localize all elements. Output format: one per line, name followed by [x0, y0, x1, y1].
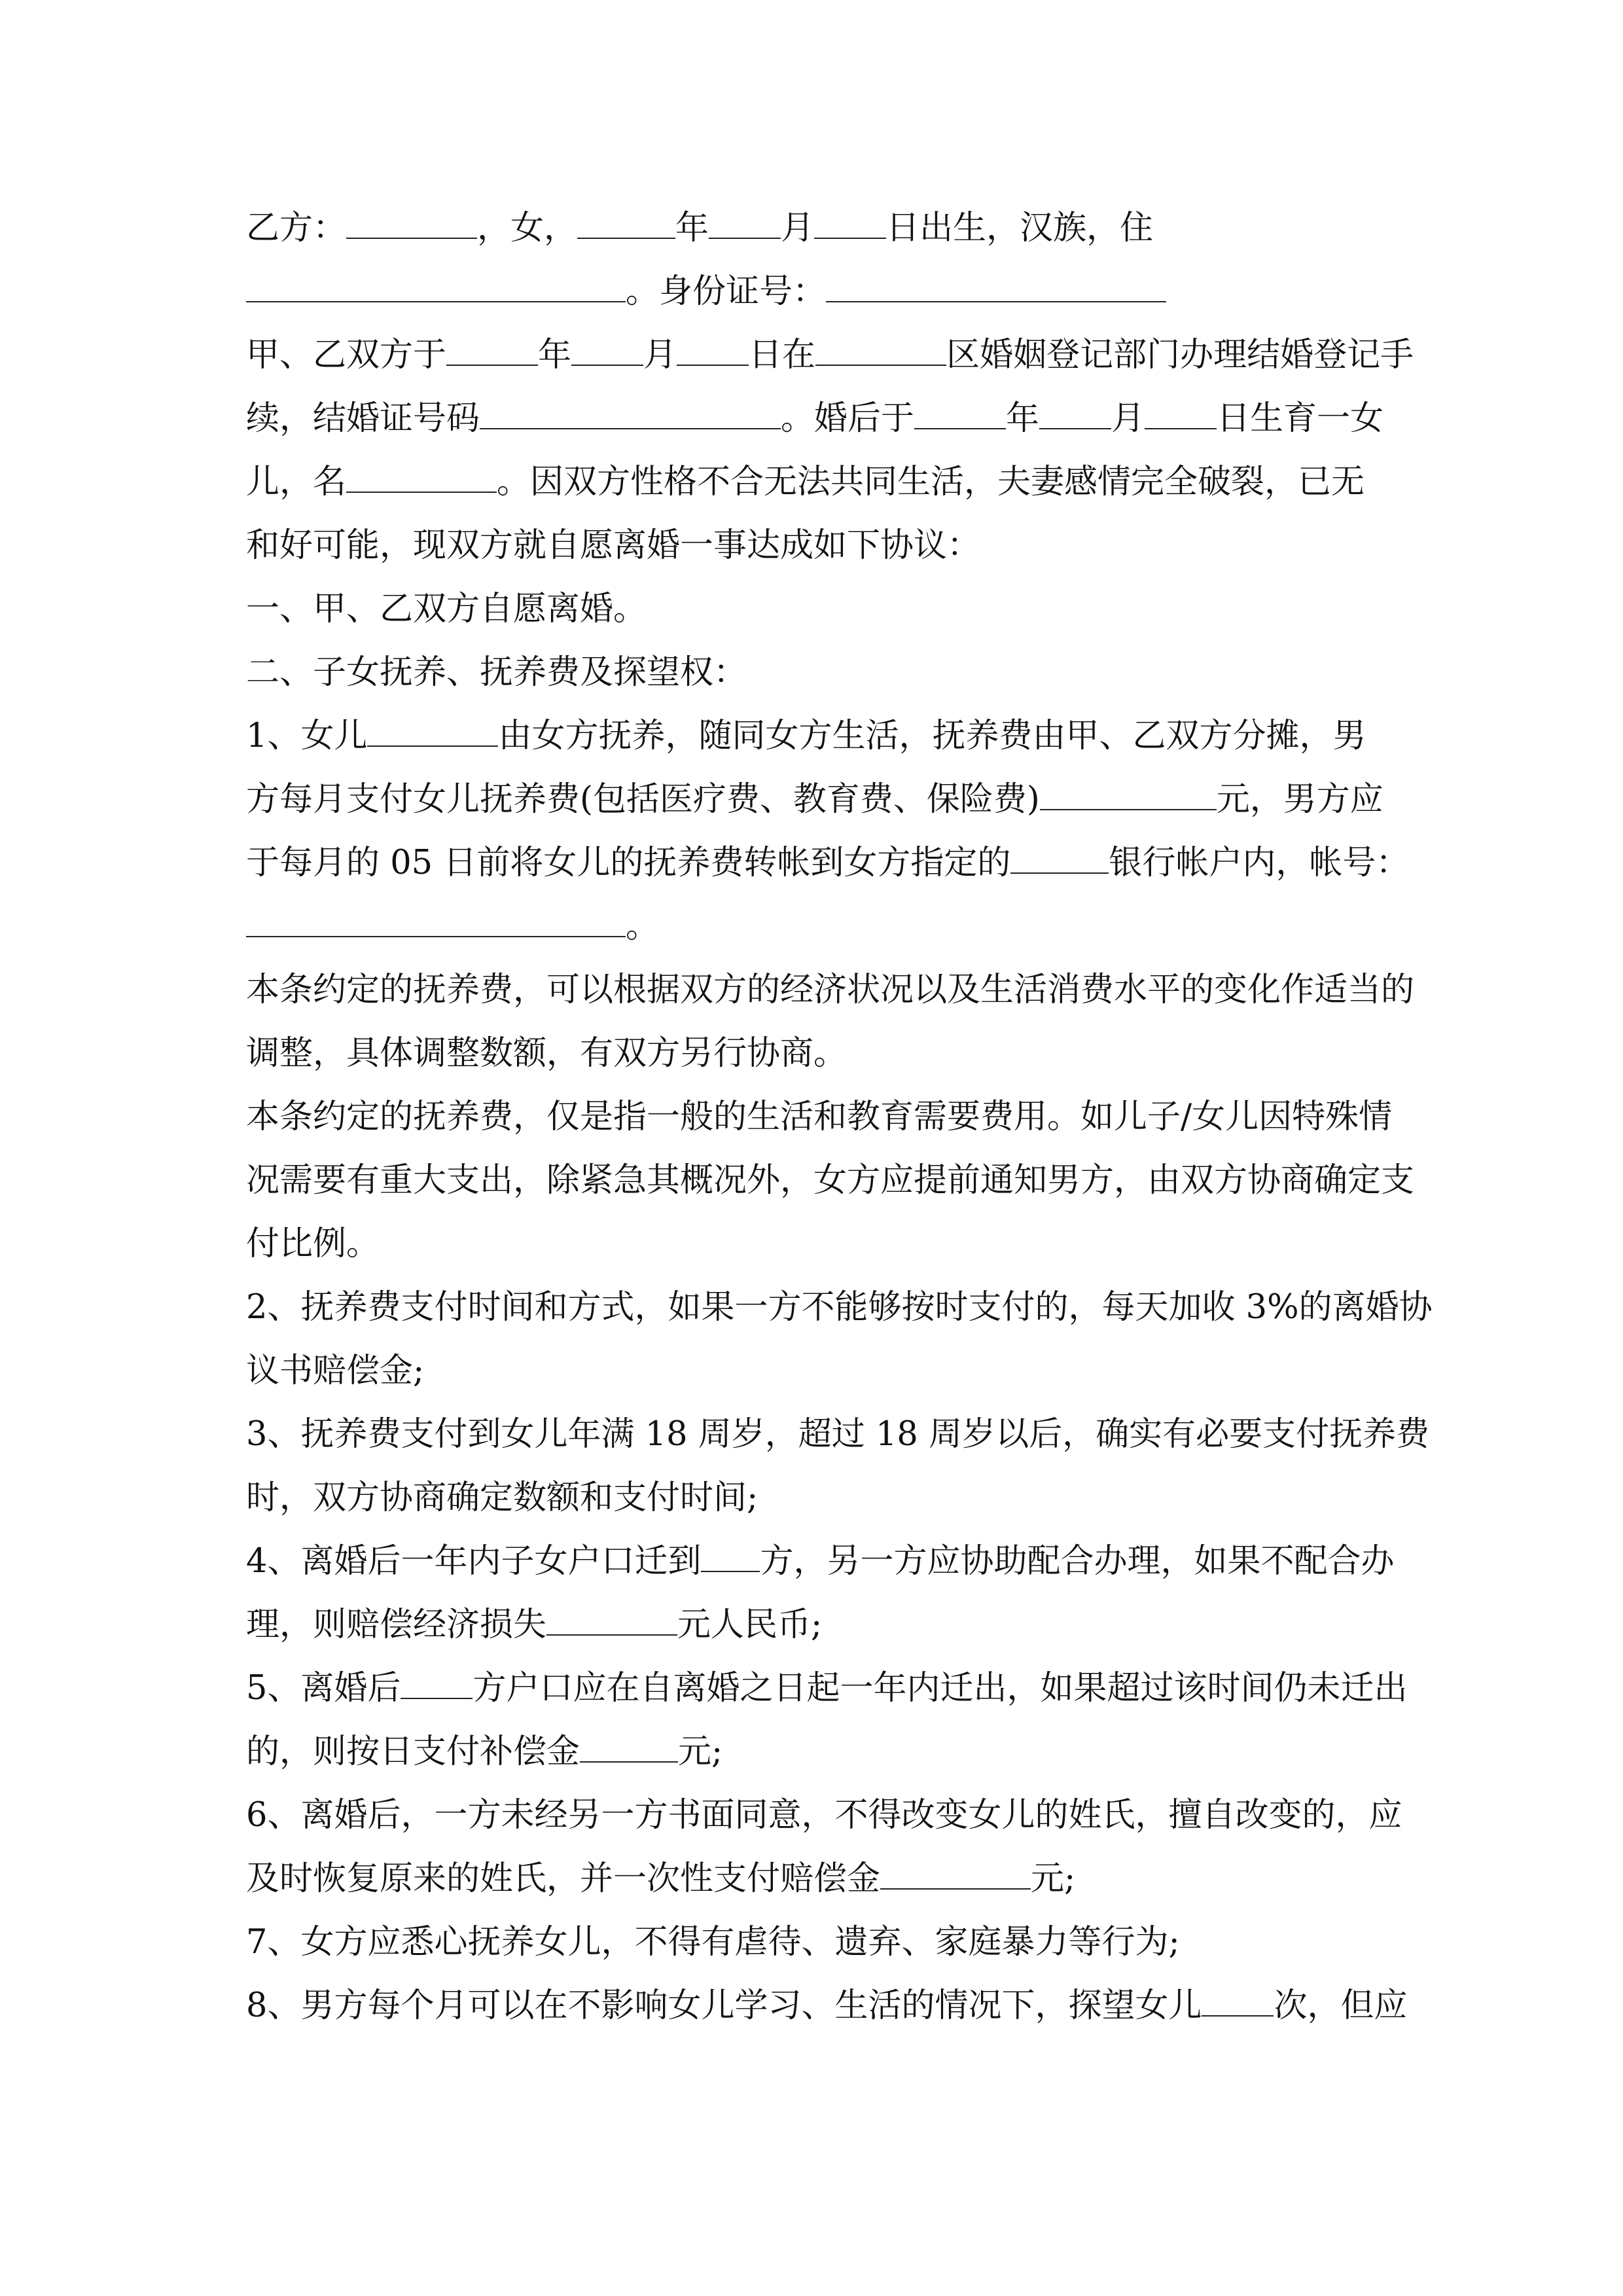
- marriage-day-blank[interactable]: [677, 338, 749, 366]
- day-label: 日在: [749, 336, 816, 374]
- item-6-line-1: [246, 1784, 1402, 1847]
- birth-day-blank[interactable]: [814, 211, 886, 239]
- month-label: 月: [643, 336, 677, 374]
- marriage-line-4: [246, 514, 1378, 577]
- account-number-blank[interactable]: [246, 910, 626, 937]
- registry-text: 区婚姻登记部门办理结婚登记手: [946, 336, 1414, 374]
- item-2-text: 议书赔偿金;: [246, 1352, 425, 1390]
- item-4-text: 方，另一方应协助配合办理，如果不配合办: [760, 1542, 1395, 1581]
- item-3-line-2: [246, 1466, 1378, 1530]
- year-label: 年: [1006, 399, 1040, 438]
- item-7-line-1: [246, 1910, 1378, 1974]
- month-label: 月: [781, 209, 815, 247]
- id-number-label: 。身份证号：: [626, 272, 827, 311]
- note-2-text: 本条约定的抚养费，仅是指一般的生活和教育需要费用。如儿子/女儿因特殊情: [246, 1098, 1393, 1136]
- child-month-blank[interactable]: [1039, 402, 1111, 429]
- item-1-line-1: [246, 704, 1378, 768]
- rmb-text: 元人民币;: [677, 1605, 823, 1644]
- certificate-label: 续，结婚证号码: [246, 399, 480, 438]
- gender-text: ，女，: [477, 209, 578, 247]
- marriage-line-3: [246, 450, 1378, 514]
- item-2-line-1: [246, 1276, 1433, 1339]
- child-name-label: 儿，名: [246, 463, 347, 501]
- item-4-line-2: [246, 1593, 1378, 1657]
- name-change-compensation-blank[interactable]: [880, 1862, 1031, 1890]
- item-1-line-4: [246, 895, 1378, 958]
- item-3-text: 3、抚养费支付到女儿年满 18 周岁，超过 18 周岁以后，确实有必要支付抚养费: [246, 1415, 1430, 1454]
- clause-2: [246, 641, 1378, 704]
- agreement-body: [246, 196, 1433, 2037]
- item-8-text: 8、男方每个月可以在不影响女儿学习、生活的情况下，探望女儿: [246, 1986, 1202, 2025]
- period-text: 。: [626, 907, 660, 946]
- note-2-line-2: [246, 1149, 1415, 1212]
- agreement-intro: 和好可能，现双方就自愿离婚一事达成如下协议：: [246, 526, 981, 565]
- party-b-label: 乙方：: [246, 209, 347, 247]
- item-6-text: 6、离婚后，一方未经另一方书面同意，不得改变女儿的姓氏，擅自改变的，应: [246, 1796, 1402, 1835]
- daily-compensation-blank[interactable]: [580, 1735, 678, 1763]
- note-1-line-1: [246, 958, 1415, 1022]
- clause-2-text: 二、子女抚养、抚养费及探望权：: [246, 653, 747, 692]
- moving-party-blank[interactable]: [401, 1672, 473, 1699]
- year-label: 年: [675, 209, 709, 247]
- item-5-text: 方户口应在自离婚之日起一年内迁出，如果超过该时间仍未迁出: [473, 1669, 1408, 1708]
- note-2-line-1: [246, 1085, 1393, 1149]
- item-7-text: 7、女方应悉心抚养女儿，不得有虐待、遗弃、家庭暴力等行为;: [246, 1923, 1180, 1962]
- birth-month-blank[interactable]: [709, 211, 781, 239]
- month-label: 月: [1111, 399, 1145, 438]
- household-party-blank[interactable]: [701, 1545, 760, 1572]
- child-name-blank[interactable]: [346, 465, 497, 493]
- visit-count-blank[interactable]: [1202, 1989, 1274, 2017]
- item-5-text: 5、离婚后: [246, 1669, 401, 1708]
- note-2-text: 付比例。: [246, 1225, 380, 1263]
- compensation-blank[interactable]: [546, 1608, 677, 1636]
- item-4-line-1: [246, 1530, 1395, 1593]
- birth-year-blank[interactable]: [577, 211, 675, 239]
- item-5-text: 的，则按日支付补偿金: [246, 1732, 580, 1771]
- reason-text: 。因双方性格不合无法共同生活，夫妻感情完全破裂，已无: [497, 463, 1365, 501]
- certificate-blank[interactable]: [480, 402, 781, 429]
- bank-blank[interactable]: [1010, 846, 1109, 874]
- item-1-text: 由女方抚养，随同女方生活，抚养费由甲、乙双方分摊，男: [498, 717, 1366, 755]
- clause-1: [246, 577, 1378, 641]
- marriage-month-blank[interactable]: [571, 338, 643, 366]
- marriage-line-1: [246, 323, 1414, 387]
- item-3-line-1: [246, 1403, 1430, 1466]
- after-text: 。婚后于: [781, 399, 915, 438]
- note-1-line-2: [246, 1022, 1378, 1085]
- yuan-text: 元，男方应: [1216, 780, 1383, 819]
- item-6-line-2: [246, 1847, 1378, 1910]
- id-number-blank[interactable]: [826, 275, 1166, 302]
- daughter-name-blank[interactable]: [367, 719, 498, 747]
- item-6-text: 及时恢复原来的姓氏，并一次性支付赔偿金: [246, 1859, 881, 1898]
- item-2-line-2: [246, 1339, 1378, 1403]
- marriage-text: 甲、乙双方于: [246, 336, 447, 374]
- marriage-year-blank[interactable]: [446, 338, 538, 366]
- item-1-label: 1、女儿: [246, 717, 368, 755]
- item-8-text: 次，但应: [1274, 1986, 1408, 2025]
- note-2-text: 况需要有重大支出，除紧急其概况外，女方应提前通知男方，由双方协商确定支: [246, 1161, 1415, 1200]
- item-5-line-2: [246, 1720, 1378, 1784]
- note-2-line-3: [246, 1212, 1378, 1276]
- transfer-text: 于每月的 05 日前将女儿的抚养费转帐到女方指定的: [246, 844, 1011, 882]
- marriage-line-2: [246, 387, 1384, 450]
- registry-blank[interactable]: [815, 338, 946, 366]
- year-label: 年: [538, 336, 572, 374]
- clause-1-text: 一、甲、乙双方自愿离婚。: [246, 590, 647, 628]
- birth-text: 日出生，汉族，住: [886, 209, 1154, 247]
- yuan-text: 元;: [678, 1732, 723, 1771]
- note-1-text: 调整，具体调整数额，有双方另行协商。: [246, 1034, 847, 1073]
- address-blank[interactable]: [246, 275, 626, 302]
- note-1-text: 本条约定的抚养费，可以根据双方的经济状况以及生活消费水平的变化作适当的: [246, 971, 1415, 1009]
- child-year-blank[interactable]: [914, 402, 1006, 429]
- item-1-line-3: [246, 831, 1410, 895]
- born-text: 日生育一女: [1217, 399, 1384, 438]
- item-8-line-1: [246, 1974, 1408, 2037]
- party-b-name-blank[interactable]: [346, 211, 477, 239]
- yuan-text: 元;: [1031, 1859, 1076, 1898]
- item-4-text: 4、离婚后一年内子女户口迁到: [246, 1542, 702, 1581]
- item-1-line-2: [246, 768, 1383, 831]
- party-b-line: [246, 196, 1378, 260]
- account-label: 银行帐户内，帐号：: [1109, 844, 1410, 882]
- support-fee-blank[interactable]: [1040, 783, 1217, 810]
- item-4-text: 理，则赔偿经济损失: [246, 1605, 547, 1644]
- support-fee-text: 方每月支付女儿抚养费(包括医疗费、教育费、保险费): [246, 780, 1040, 819]
- child-day-blank[interactable]: [1145, 402, 1217, 429]
- item-5-line-1: [246, 1657, 1408, 1720]
- item-2-text: 2、抚养费支付时间和方式，如果一方不能够按时支付的，每天加收 3%的离婚协: [246, 1288, 1433, 1327]
- item-3-text: 时，双方协商确定数额和支付时间;: [246, 1479, 758, 1517]
- party-b-address-line: [246, 260, 1378, 323]
